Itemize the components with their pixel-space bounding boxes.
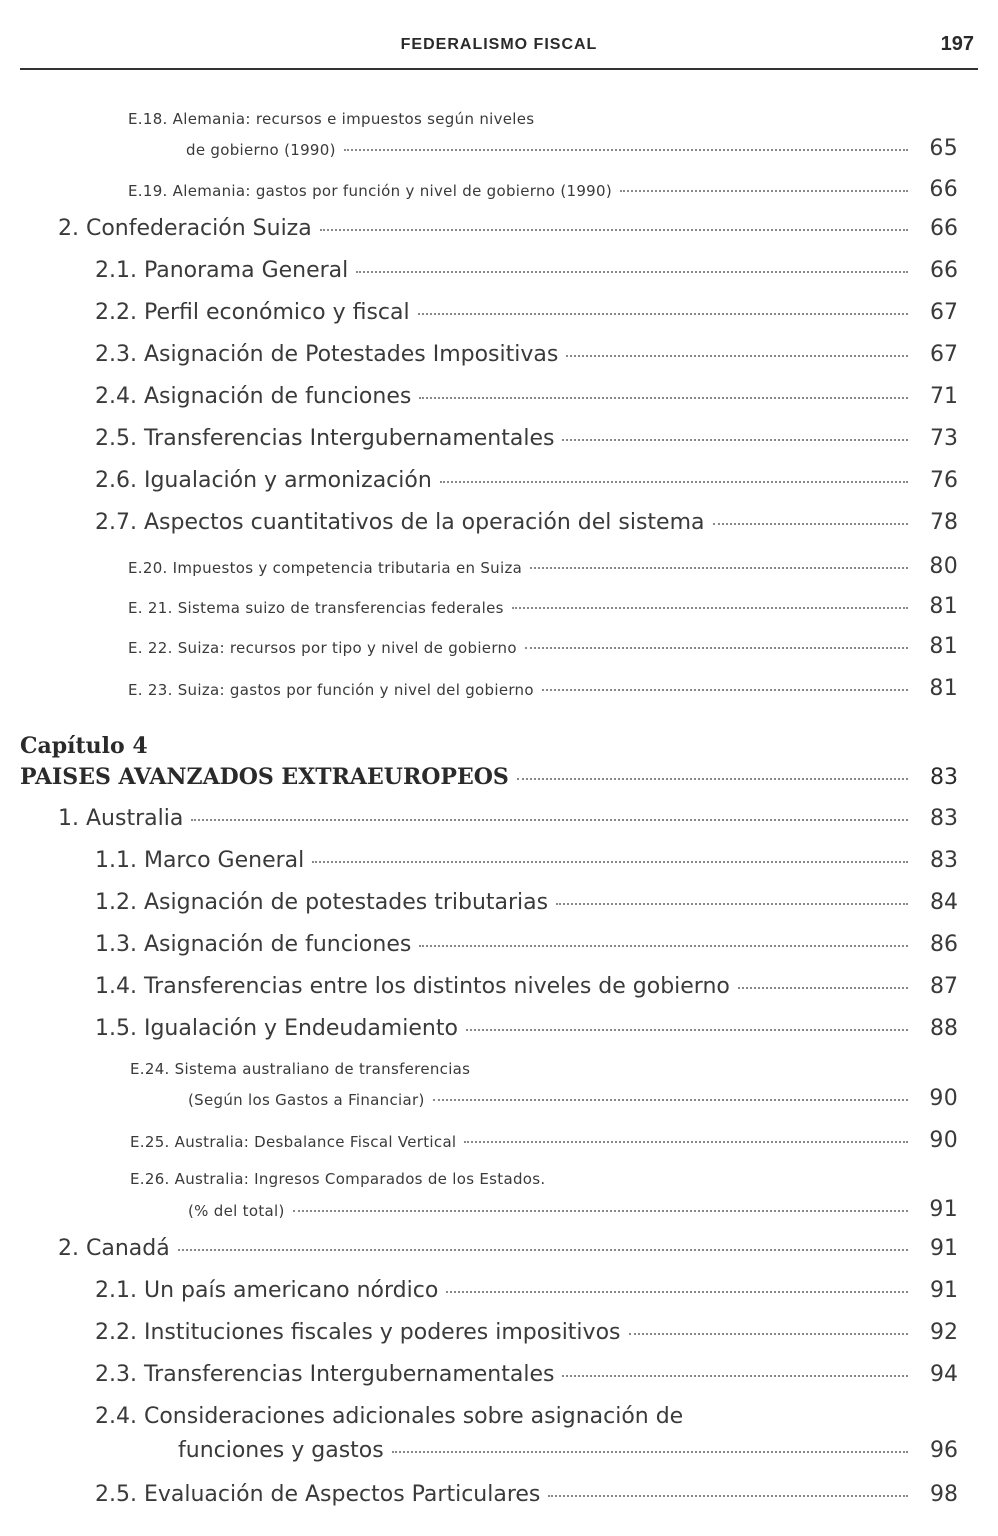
- dot-leader: [433, 1099, 908, 1101]
- toc-entry-label: (Según los Gastos a Financiar): [188, 1091, 425, 1109]
- toc-entry-e18: [186, 136, 958, 161]
- toc-entry-page: 88: [930, 1016, 958, 1041]
- toc-entry-label: 1.3. Asignación de funciones: [95, 932, 412, 957]
- toc-entry-1-5: [95, 1016, 958, 1041]
- toc-entry-page: 96: [930, 1438, 958, 1463]
- toc-entry-page: 78: [930, 510, 958, 535]
- toc-entry-label: 2. Canadá: [58, 1236, 170, 1261]
- toc-entry-page: 66: [930, 258, 958, 283]
- toc-entry-label: 1. Australia: [58, 806, 184, 831]
- running-title: FEDERALISMO FISCAL: [400, 36, 598, 53]
- toc-entry-page: 83: [930, 806, 958, 831]
- toc-entry-canada-2-1: [95, 1278, 958, 1303]
- toc-entry-page: 90: [929, 1086, 958, 1111]
- dot-leader: [446, 1291, 908, 1293]
- toc-entry-label: 2.5. Transferencias Intergubernamentales: [95, 426, 555, 451]
- toc-entry-page: 81: [929, 676, 958, 701]
- toc-entry-2-6: [95, 468, 958, 493]
- dot-leader: [178, 1249, 908, 1251]
- toc-entry-label: 2.1. Un país americano nórdico: [95, 1278, 439, 1303]
- dot-leader: [440, 481, 908, 483]
- toc-entry-2-4: [95, 384, 958, 409]
- toc-entry-e22: [128, 634, 958, 659]
- toc-entry-label: 2.7. Aspectos cuantitativos de la operación del sistema: [95, 510, 705, 535]
- toc-entry-label: 1.5. Igualación y Endeudamiento: [95, 1016, 458, 1041]
- toc-entry-canada-2-4: [178, 1438, 958, 1463]
- toc-entry-2-1: [95, 258, 958, 283]
- dot-leader: [517, 778, 908, 780]
- dot-leader: [466, 1029, 908, 1031]
- toc-entry-label: E.19. Alemania: gastos por función y nivel de gobierno (1990): [128, 182, 613, 200]
- toc-entry-2-2: [95, 300, 958, 325]
- page-number: 197: [940, 33, 974, 55]
- toc-entry-label: de gobierno (1990): [186, 141, 336, 159]
- toc-entry-2-5: [95, 426, 958, 451]
- toc-entry-chapter-title: [20, 764, 958, 790]
- dot-leader: [562, 439, 908, 441]
- toc-entry-label: 1.2. Asignación de potestades tributarias: [95, 890, 549, 915]
- toc-entry-label: 2.4. Asignación de funciones: [95, 384, 412, 409]
- toc-entry-page: 94: [930, 1362, 958, 1387]
- page-header: [0, 0, 998, 80]
- dot-leader: [344, 149, 908, 151]
- toc-entry-canada-2-3: [95, 1362, 958, 1387]
- toc-entry-page: 83: [930, 765, 958, 790]
- toc-entry-canada-2-2: [95, 1320, 958, 1345]
- toc-entry-1-3: [95, 932, 958, 957]
- toc-entry-page: 71: [930, 384, 958, 409]
- toc-entry-1-4: [95, 974, 958, 999]
- toc-entry-page: 90: [929, 1128, 958, 1153]
- dot-leader: [512, 607, 908, 609]
- toc-entry-label: 2.5. Evaluación de Aspectos Particulares: [95, 1482, 541, 1507]
- dot-leader: [556, 903, 908, 905]
- dot-leader: [738, 987, 908, 989]
- dot-leader: [620, 190, 908, 192]
- toc-entry-page: 81: [929, 634, 958, 659]
- toc-entry-page: 83: [930, 848, 958, 873]
- toc-entry-page: 66: [930, 216, 958, 241]
- toc-entry-label: 2.2. Instituciones fiscales y poderes impositivos: [95, 1320, 621, 1345]
- dot-leader: [530, 567, 908, 569]
- toc-entry-page: 81: [929, 594, 958, 619]
- toc-entry-2-3: [95, 342, 958, 367]
- toc-entry-1-2: [95, 890, 958, 915]
- toc-entry-canada-2-5: [95, 1482, 958, 1507]
- toc-entry-e24-line1: E.24. Sistema australiano de transferencias: [130, 1060, 471, 1078]
- toc-entry-label: E.20. Impuestos y competencia tributaria en Suiza: [128, 559, 523, 577]
- toc-entry-section-1: [58, 806, 958, 831]
- toc-entry-label: 2.3. Asignación de Potestades Impositivas: [95, 342, 559, 367]
- toc-entry-page: 91: [930, 1278, 958, 1303]
- dot-leader: [312, 861, 908, 863]
- toc-entry-label: E.25. Australia: Desbalance Fiscal Vertical: [130, 1133, 457, 1151]
- toc-entry-label: E. 21. Sistema suizo de transferencias federales: [128, 599, 504, 617]
- dot-leader: [191, 819, 908, 821]
- toc-entry-label: funciones y gastos: [178, 1438, 384, 1463]
- toc-entry-page: 76: [930, 468, 958, 493]
- header-rule: [20, 68, 978, 70]
- toc-entry-2-7: [95, 510, 958, 535]
- toc-entry-label: 2. Confederación Suiza: [58, 216, 312, 241]
- toc-entry-section-2-canada: [58, 1236, 958, 1261]
- toc-entry-label: (% del total): [188, 1202, 285, 1220]
- toc-entry-page: 92: [930, 1320, 958, 1345]
- dot-leader: [525, 647, 908, 649]
- toc-entry-page: 91: [929, 1197, 958, 1222]
- dot-leader: [464, 1141, 908, 1143]
- dot-leader: [566, 355, 908, 357]
- toc-entry-page: 65: [929, 136, 958, 161]
- toc-entry-label: 2.1. Panorama General: [95, 258, 349, 283]
- toc-entry-page: 98: [930, 1482, 958, 1507]
- chapter-label: Capítulo 4: [20, 733, 148, 759]
- toc-entry-label: PAISES AVANZADOS EXTRAEUROPEOS: [20, 764, 509, 790]
- toc-entry-label: E. 22. Suiza: recursos por tipo y nivel de gobierno: [128, 639, 517, 657]
- toc-entry-e26-line1: E.26. Australia: Ingresos Comparados de los Estados.: [130, 1170, 546, 1188]
- dot-leader: [320, 229, 908, 231]
- toc-entry-e26: [188, 1197, 958, 1222]
- toc-entry-label: 1.4. Transferencias entre los distintos niveles de gobierno: [95, 974, 730, 999]
- toc-entry-e19: [128, 177, 958, 202]
- toc-entry-e21: [128, 594, 958, 619]
- toc-entry-e25: [130, 1128, 958, 1153]
- dot-leader: [562, 1375, 908, 1377]
- toc-entry-label: 2.2. Perfil económico y fiscal: [95, 300, 410, 325]
- dot-leader: [713, 523, 909, 525]
- dot-leader: [419, 397, 908, 399]
- toc-entry-page: 73: [930, 426, 958, 451]
- toc-entry-page: 86: [930, 932, 958, 957]
- toc-entry-label: 1.1. Marco General: [95, 848, 305, 873]
- dot-leader: [542, 689, 908, 691]
- toc-entry-e18-line1: E.18. Alemania: recursos e impuestos según niveles: [128, 110, 535, 128]
- toc-entry-section-2: [58, 216, 958, 241]
- dot-leader: [392, 1451, 908, 1453]
- toc-entry-1-1: [95, 848, 958, 873]
- dot-leader: [418, 313, 908, 315]
- toc-entry-page: 80: [929, 554, 958, 579]
- toc-entry-page: 67: [930, 342, 958, 367]
- toc-entry-e24: [188, 1086, 958, 1111]
- toc-entry-label: 2.6. Igualación y armonización: [95, 468, 432, 493]
- toc-entry-page: 67: [930, 300, 958, 325]
- dot-leader: [419, 945, 908, 947]
- toc-entry-page: 87: [930, 974, 958, 999]
- toc-entry-canada-2-4-line1: 2.4. Consideraciones adicionales sobre asignación de: [95, 1404, 684, 1429]
- dot-leader: [629, 1333, 909, 1335]
- toc-entry-e20: [128, 554, 958, 579]
- toc-entry-page: 66: [929, 177, 958, 202]
- toc-entry-label: 2.3. Transferencias Intergubernamentales: [95, 1362, 555, 1387]
- dot-leader: [293, 1210, 908, 1212]
- toc-entry-label: E. 23. Suiza: gastos por función y nivel del gobierno: [128, 681, 534, 699]
- toc-entry-page: 91: [930, 1236, 958, 1261]
- dot-leader: [548, 1495, 908, 1497]
- toc-entry-page: 84: [930, 890, 958, 915]
- toc-entry-e23: [128, 676, 958, 701]
- dot-leader: [356, 271, 908, 273]
